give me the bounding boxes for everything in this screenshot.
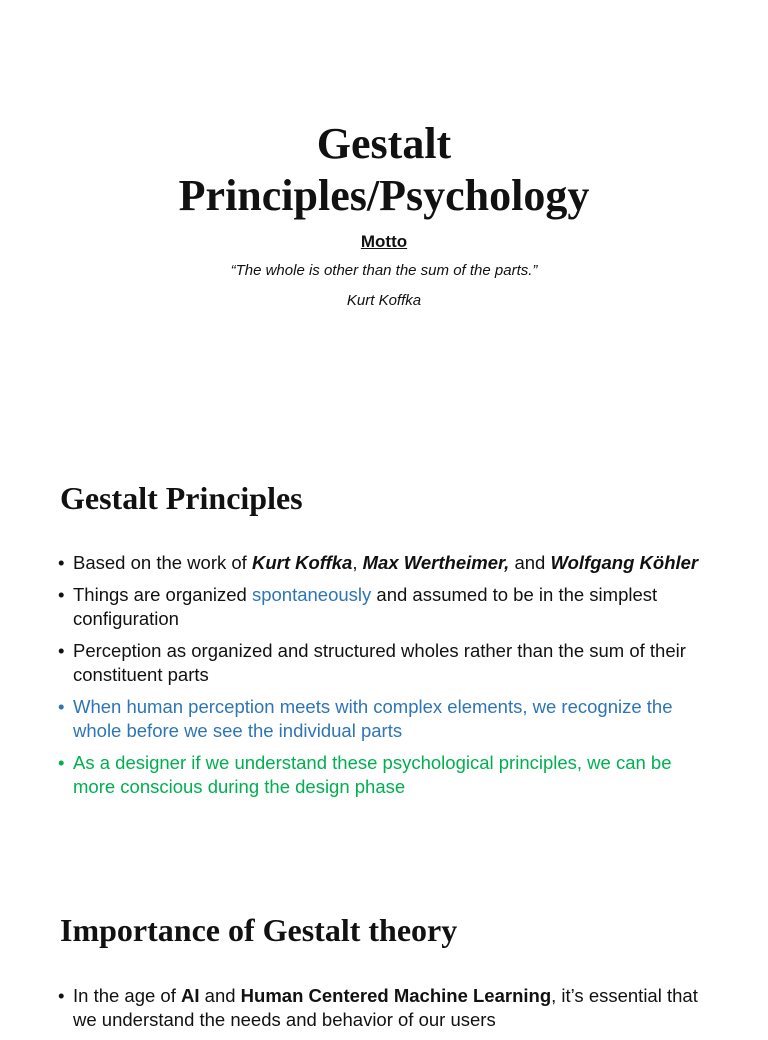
text-run: and assumed to be in the simplest configuration bbox=[73, 584, 658, 629]
name-wertheimer: Max Wertheimer, bbox=[362, 552, 510, 573]
slide-title bbox=[0, 118, 768, 222]
bullet-icon: • bbox=[58, 696, 65, 717]
text-run: , bbox=[352, 552, 363, 573]
list-item bbox=[58, 583, 718, 631]
text-run: and bbox=[199, 985, 241, 1006]
section-heading-gestalt-principles: Gestalt Principles bbox=[60, 480, 303, 516]
text-run: and bbox=[509, 552, 551, 573]
text-run: Things are organized bbox=[73, 584, 252, 605]
name-kohler: Wolfgang Köhler bbox=[550, 552, 699, 573]
motto-quote: “The whole is other than the sum of the parts.” bbox=[230, 262, 538, 279]
list-item bbox=[58, 695, 718, 743]
list-item bbox=[58, 984, 718, 1032]
highlight-spontaneously: spontaneously bbox=[251, 584, 372, 605]
name-koffka: Kurt Koffka bbox=[251, 552, 353, 573]
term-hcml: Human Centered Machine Learning bbox=[240, 985, 552, 1006]
text-run: When human perception meets with complex elements, we recognize the whole before we see the individual parts bbox=[73, 696, 673, 741]
list-item bbox=[58, 639, 718, 687]
text-run: Perception as organized and structured wholes rather than the sum of their constituent parts bbox=[73, 640, 686, 685]
text-run: In the age of bbox=[73, 985, 182, 1006]
importance-list bbox=[58, 984, 718, 1040]
text-run: As a designer if we understand these psychological principles, we can be more conscious during the design phase bbox=[73, 752, 672, 797]
motto-label: Motto bbox=[360, 232, 408, 251]
bullet-icon: • bbox=[58, 985, 65, 1006]
bullet-icon: • bbox=[58, 552, 65, 573]
bullet-icon: • bbox=[58, 640, 65, 661]
bullet-icon: • bbox=[58, 584, 65, 605]
text-run: , it’s essential that we understand the needs and behavior of our users bbox=[73, 985, 698, 1030]
list-item bbox=[58, 551, 718, 575]
term-ai: AI bbox=[181, 985, 200, 1006]
title-line-2: Principles/Psychology bbox=[178, 171, 590, 220]
text-run: Based on the work of bbox=[73, 552, 252, 573]
section-heading-importance: Importance of Gestalt theory bbox=[60, 912, 458, 948]
title-line-1: Gestalt bbox=[316, 119, 452, 168]
bullet-icon: • bbox=[58, 752, 65, 773]
gestalt-principles-list bbox=[58, 551, 718, 807]
list-item bbox=[58, 751, 718, 799]
motto-author: Kurt Koffka bbox=[346, 292, 422, 309]
